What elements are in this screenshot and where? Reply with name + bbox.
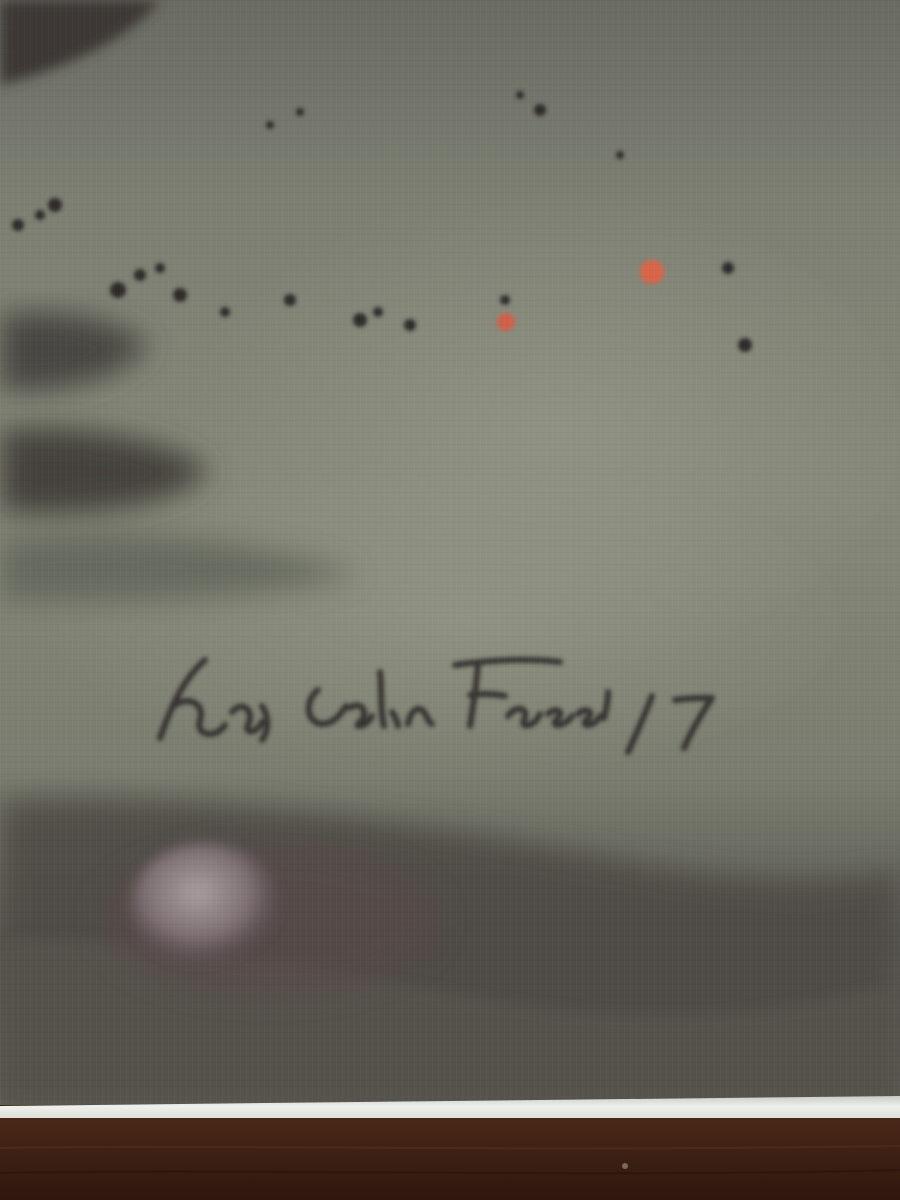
wooden-frame xyxy=(0,1118,900,1200)
